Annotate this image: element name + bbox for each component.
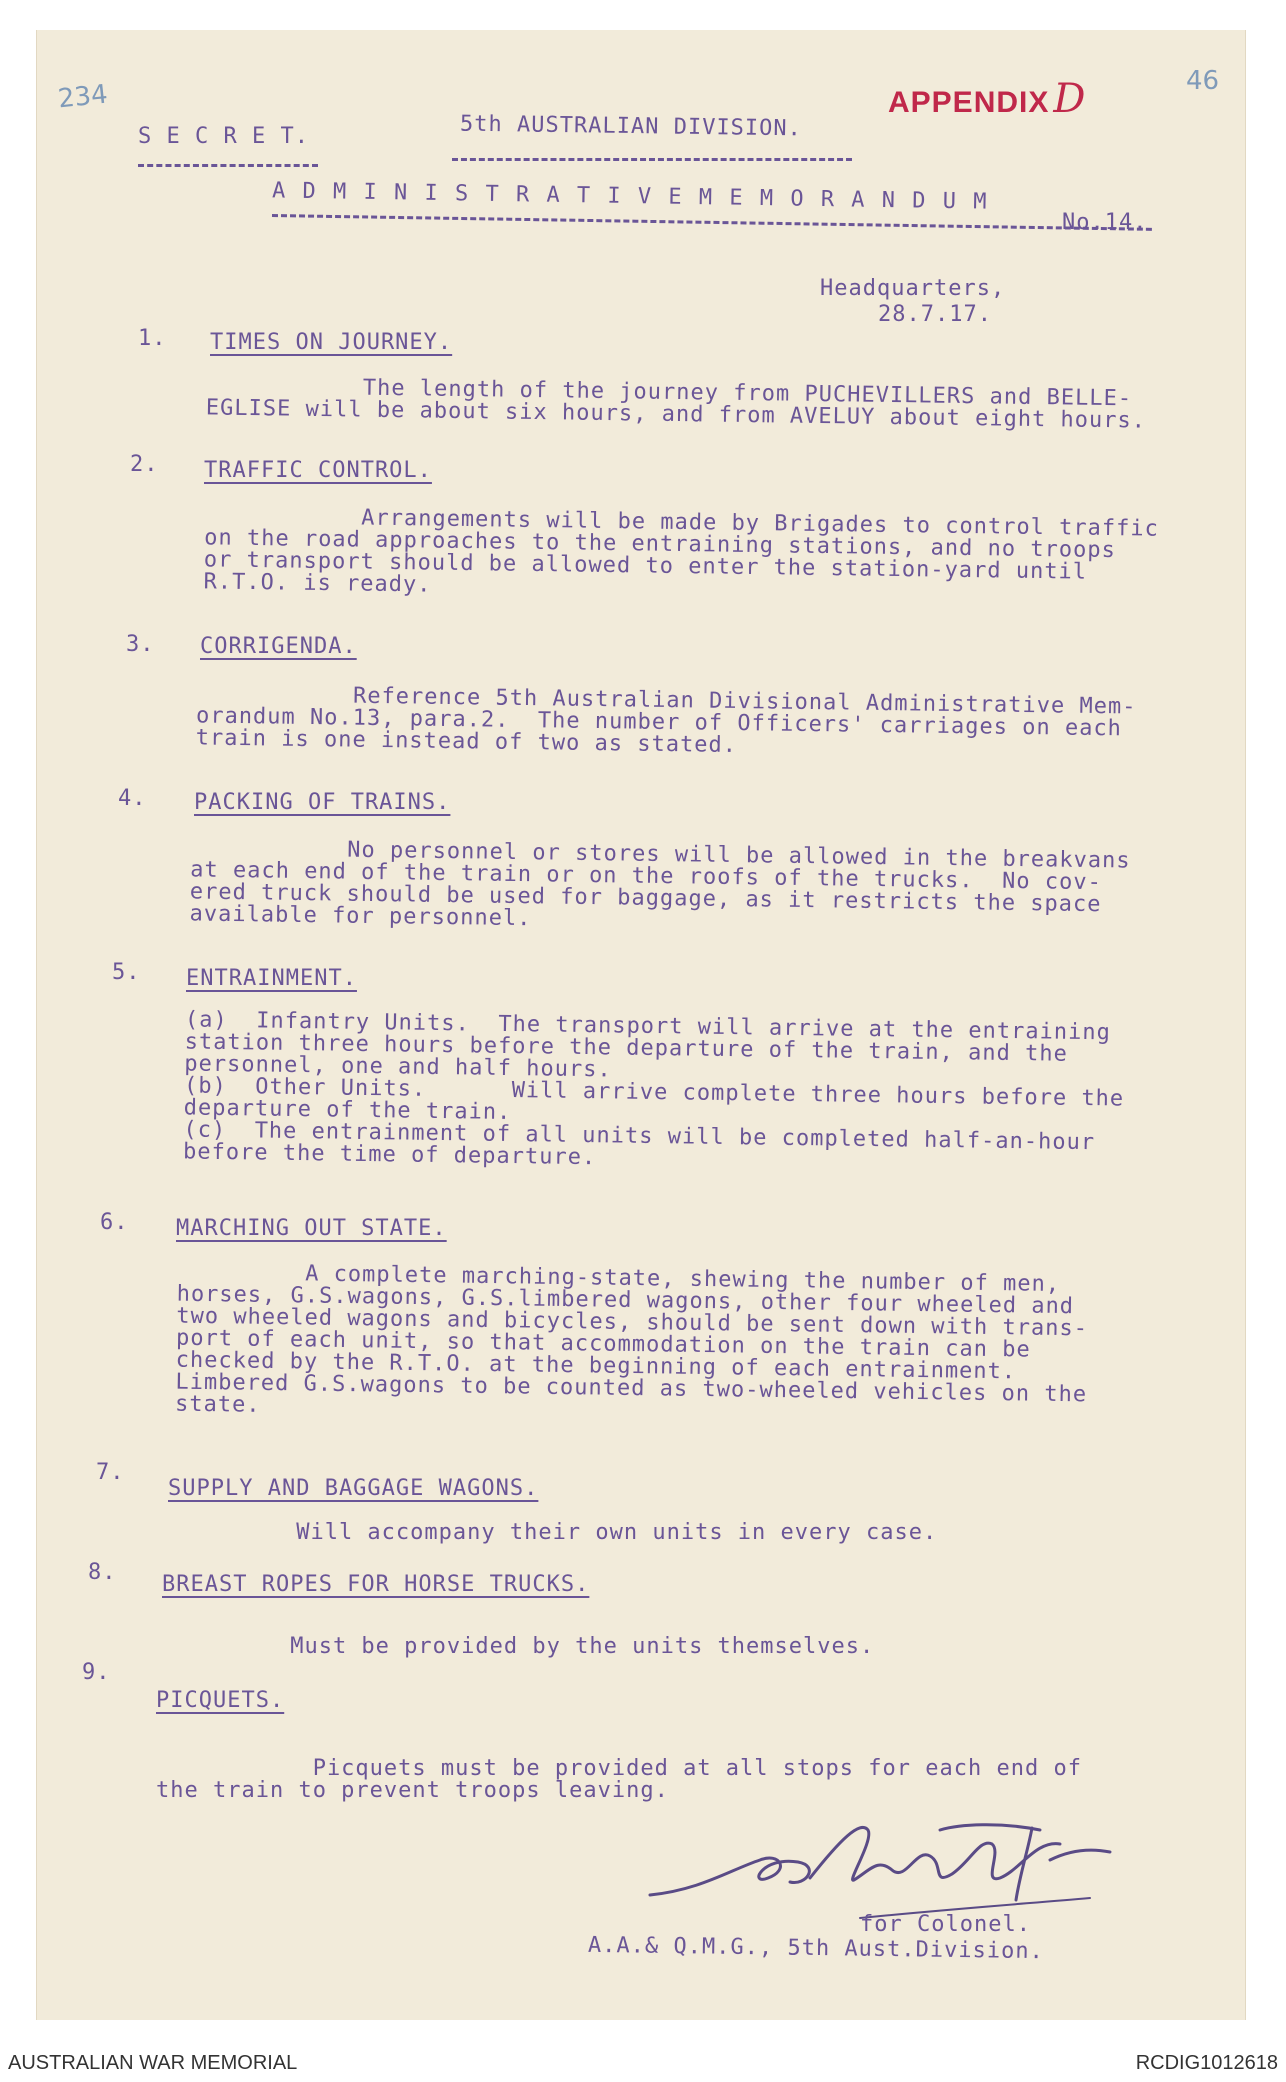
organisation-underline (452, 158, 852, 161)
section-body: No personnel or stores will be allowed in the breakvans at each end of the train or on the roofs of the trucks. No cov- ered truck should be used for baggage, as it restricts the space available for personnel. (189, 835, 1131, 932)
memo-number: No.14. (1062, 210, 1148, 235)
section-heading: CORRIGENDA. (200, 634, 357, 659)
archive-number-left: 234 (56, 79, 110, 115)
section-heading: PACKING OF TRAINS. (194, 790, 451, 815)
section-body: Reference 5th Australian Divisional Administrative Mem- orandum No.13, para.2. The number of Officers' carriages on each train is one instead of two as stated. (195, 681, 1137, 758)
signatory-title: A.A.& Q.M.G., 5th Aust.Division. (587, 1932, 1044, 1965)
section-number: 7. (96, 1460, 125, 1485)
appendix-letter: D (1053, 76, 1087, 122)
section-heading: SUPPLY AND BAGGAGE WAGONS. (168, 1476, 539, 1501)
classification-label: S E C R E T. (138, 124, 309, 149)
appendix-stamp (888, 76, 1086, 122)
section-body: The length of the journey from PUCHEVILLERS and BELLE- EGLISE will be about six hours, and from AVELUY about eight hours. (205, 373, 1147, 434)
hq-location: Headquarters, (820, 276, 1006, 301)
section-number: 4. (118, 786, 147, 811)
appendix-label: APPENDIX (888, 86, 1050, 119)
section-number: 9. (82, 1660, 111, 1685)
section-body: (a) Infantry Units. The transport will arrive at the entraining station three hours before the departure of the train, and the personnel, one and half hours. (b) Other Units. Will arrive complete three hours before the departure of the train. (c) The entrainment of all units will be completed half-an-hour before the time of departure. (182, 1007, 1125, 1171)
memo-title: A D M I N I S T R A T I V E M E M O R A N D U M (271, 178, 989, 215)
footer-reference: RCDIG1012618 (1135, 2052, 1278, 2074)
section-heading: TIMES ON JOURNEY. (210, 330, 453, 355)
section-heading: PICQUETS. (156, 1688, 285, 1713)
section-body: Picquets must be provided at all stops for each end of the train to prevent troops leaving. (156, 1756, 1082, 1803)
memo-date: 28.7.17. (878, 302, 992, 327)
section-number: 6. (100, 1210, 129, 1235)
section-number: 8. (88, 1560, 117, 1585)
section-body: Will accompany their own units in every case. (168, 1520, 938, 1545)
archive-number-right: 46 (1186, 66, 1220, 96)
section-number: 2. (130, 452, 159, 477)
section-heading: ENTRAINMENT. (186, 966, 357, 991)
section-heading: MARCHING OUT STATE. (176, 1216, 447, 1241)
signed-for-line: for Colonel. (860, 1912, 1031, 1937)
section-body: Arrangements will be made by Brigades to control traffic on the road approaches to the entraining stations, and no troops or transport should be allowed to enter the station-yard until R.T.O. is ready. (203, 503, 1160, 598)
section-body: Must be provided by the units themselves. (162, 1634, 875, 1659)
section-number: 1. (138, 326, 167, 351)
organisation-title: 5th AUSTRALIAN DIVISION. (459, 111, 803, 142)
section-body: A complete marching-state, shewing the number of men, horses, G.S.wagons, G.S.limbered wagons, other four wheeled and two wheeled wagons and bicycles, should be sent down with trans- port of each unit, so that accommodation on the train can be checked by the R.T.O. at the beginning of each entrainment. Limbered G.S.wagons to be counted as two-wheeled vehicles on the state. (174, 1259, 1089, 1418)
classification-underline (138, 164, 318, 167)
section-heading: BREAST ROPES FOR HORSE TRUCKS. (162, 1572, 590, 1597)
section-number: 3. (126, 632, 155, 657)
section-heading: TRAFFIC CONTROL. (204, 458, 432, 483)
handwritten-signature (640, 1800, 1120, 1930)
footer-collection: AUSTRALIAN WAR MEMORIAL (8, 2052, 298, 2074)
section-number: 5. (112, 960, 141, 985)
